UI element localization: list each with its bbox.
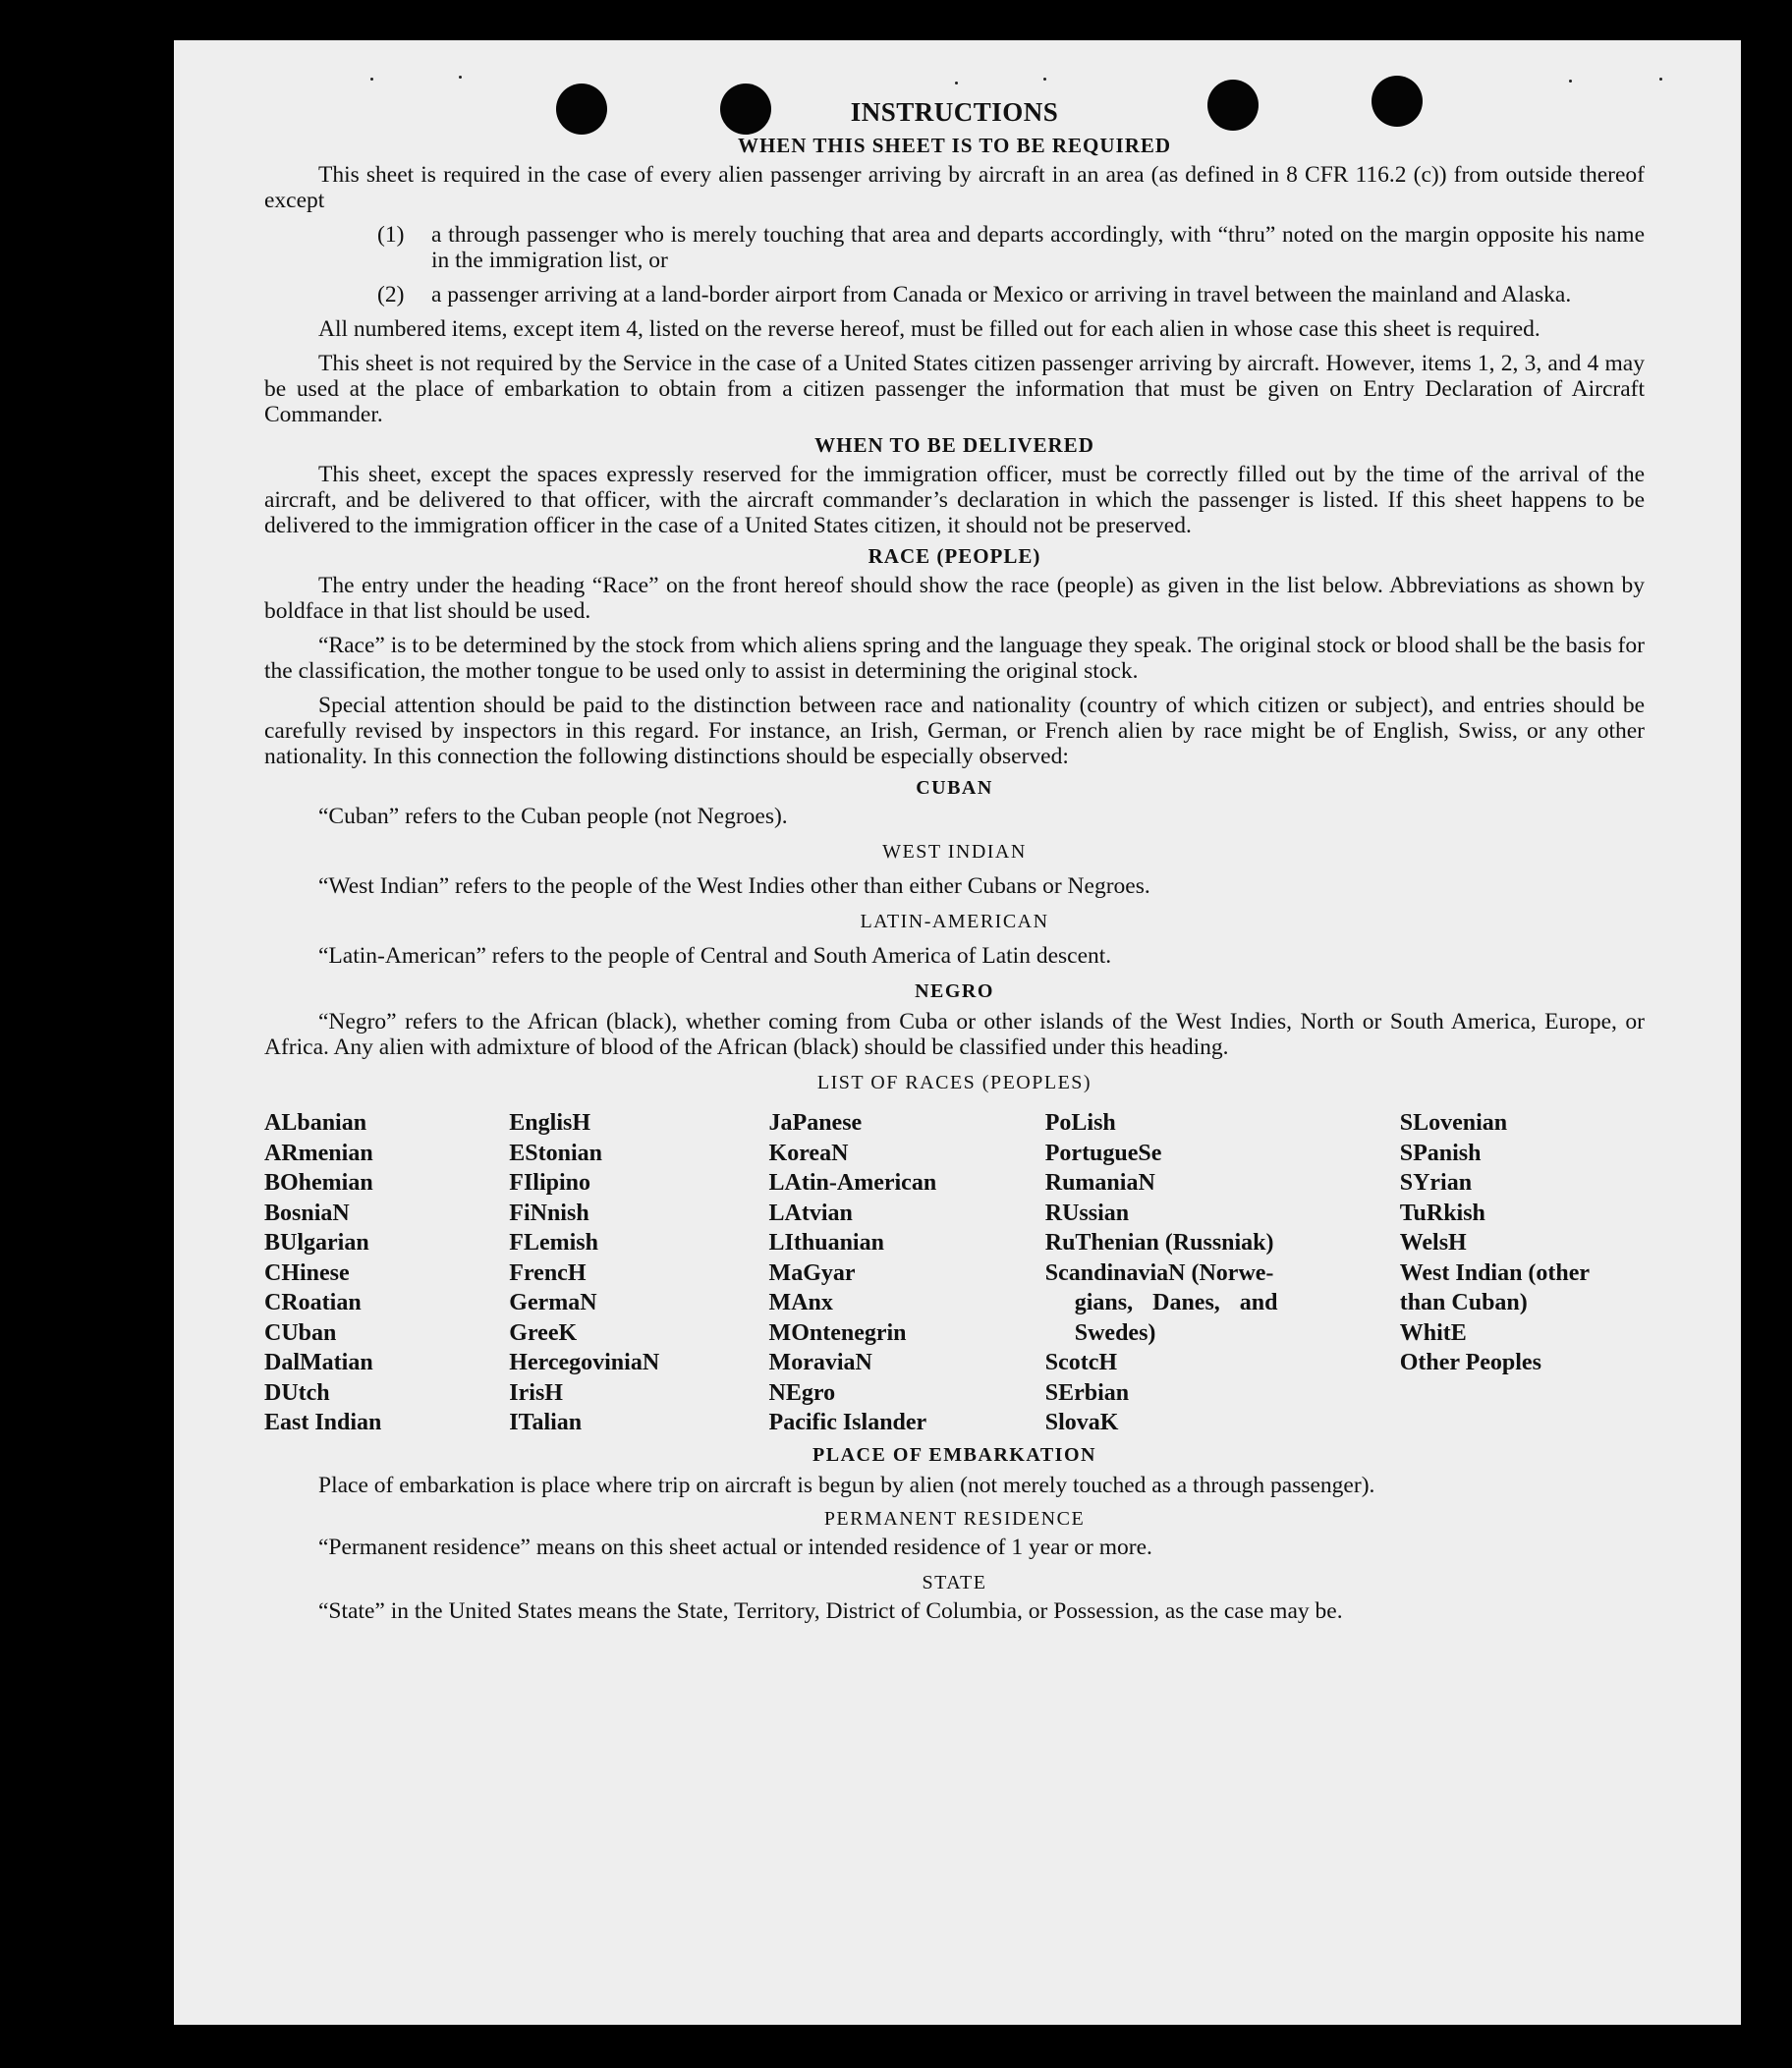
race-entry: FiNnish bbox=[509, 1200, 589, 1226]
subsection-heading: LIST OF RACES (PEOPLES) bbox=[816, 1072, 1092, 1093]
race-entry: SYrian bbox=[1399, 1170, 1473, 1196]
page-title: INSTRUCTIONS bbox=[850, 97, 1059, 127]
item-number: (1) bbox=[377, 222, 405, 248]
paragraph: “Race” is to be determined by the stock from which aliens spring and the language they speak. The original stock or blood shall be the basis for the classification, the mother tongue to be used only to assist in determining the original stock. bbox=[264, 633, 1645, 684]
race-entry: TuRkish bbox=[1399, 1200, 1485, 1226]
race-entry: MoraviaN bbox=[768, 1350, 872, 1375]
paragraph: “West Indian” refers to the people of the West Indies other than either Cubans or Negroes. bbox=[318, 873, 1150, 899]
speck bbox=[459, 76, 462, 79]
race-column bbox=[1400, 1108, 1645, 1438]
instructions-content bbox=[264, 97, 1645, 1624]
race-column bbox=[1045, 1108, 1400, 1438]
race-entry: CRoatian bbox=[264, 1290, 362, 1315]
race-entry: ScandinaviaN (Norwe- bbox=[1044, 1259, 1274, 1286]
race-entry: JaPanese bbox=[768, 1110, 863, 1136]
race-entry: NEgro bbox=[768, 1379, 836, 1406]
paragraph: “Latin-American” refers to the people of Central and South America of Latin descent. bbox=[318, 943, 1112, 969]
subsection-heading: WEST INDIAN bbox=[882, 841, 1027, 863]
race-entry: PoLish bbox=[1044, 1110, 1116, 1136]
paragraph: Special attention should be paid to the distinction between race and nationality (country of which citizen or subject), and entries should be carefully revised by inspectors in this regard. For instance, an Irish, German, or French alien by race might be of English, Swiss, or any other nationality. In this connection the following distinctions should be especially observed: bbox=[264, 693, 1645, 769]
race-entry: West Indian (other bbox=[1399, 1259, 1591, 1286]
race-entry: WelsH bbox=[1399, 1230, 1467, 1256]
paragraph: This sheet, except the spaces expressly reserved for the immigration officer, must be correctly filled out by the time of the arrival of the aircraft, and be delivered to that officer, with the aircraft commander’s declaration in which the passenger is listed. If this sheet happens to be delivered to the immigration officer in the case of a United States citizen, it should not be preserved. bbox=[264, 462, 1645, 538]
race-entry: KoreaN bbox=[768, 1140, 849, 1166]
race-entry: BosniaN bbox=[264, 1200, 350, 1226]
item-text: a through passenger who is merely touching that area and departs accordingly, with “thru” noted on the margin opposite his name in the immigration list, or bbox=[431, 222, 1645, 273]
race-entry: MOntenegrin bbox=[768, 1319, 907, 1346]
race-entry-continued: Swedes) bbox=[1074, 1319, 1156, 1346]
race-entry: LIthuanian bbox=[768, 1230, 884, 1256]
subsection-heading: NEGRO bbox=[915, 980, 994, 1002]
race-entry-continued: than Cuban) bbox=[1399, 1290, 1528, 1315]
race-column bbox=[509, 1108, 768, 1438]
list-item bbox=[264, 222, 1645, 273]
race-entry: BUlgarian bbox=[264, 1230, 369, 1256]
subsection-heading: PLACE OF EMBARKATION bbox=[812, 1443, 1096, 1466]
paragraph: “Negro” refers to the African (black), whether coming from Cuba or other islands of the West Indies, North or South America, Europe, or Africa. Any alien with admixture of blood of the African (black) should be classified under this heading. bbox=[264, 1009, 1645, 1060]
paragraph: Place of embarkation is place where trip on aircraft is begun by alien (not merely touched as a through passenger). bbox=[318, 1472, 1375, 1498]
speck bbox=[1569, 80, 1572, 83]
speck bbox=[955, 82, 958, 84]
subsection-heading: PERMANENT RESIDENCE bbox=[823, 1507, 1086, 1530]
subsection-heading: CUBAN bbox=[916, 777, 993, 799]
race-entry: HercegoviniaN bbox=[509, 1350, 660, 1375]
race-entry: SLovenian bbox=[1399, 1110, 1508, 1136]
race-entry: FIlipino bbox=[509, 1170, 590, 1196]
race-entry: CUban bbox=[264, 1319, 337, 1346]
race-entry: ScotcH bbox=[1044, 1350, 1118, 1375]
speck bbox=[1659, 78, 1662, 81]
paragraph: “State” in the United States means the State, Territory, District of Columbia, or Possession, as the case may be. bbox=[318, 1597, 1343, 1624]
race-entry: ALbanian bbox=[264, 1110, 367, 1136]
race-entry: ARmenian bbox=[264, 1140, 373, 1166]
race-entry: EnglisH bbox=[509, 1110, 590, 1136]
race-entry: MAnx bbox=[768, 1290, 833, 1315]
paragraph: “Permanent residence” means on this sheet actual or intended residence of 1 year or more. bbox=[318, 1534, 1152, 1560]
race-entry: CHinese bbox=[264, 1259, 350, 1286]
document-page bbox=[174, 40, 1741, 2025]
race-entry: IrisH bbox=[509, 1379, 563, 1406]
subsection-heading: STATE bbox=[922, 1571, 987, 1593]
race-entry: RuThenian (Russniak) bbox=[1044, 1230, 1274, 1256]
race-entry: LAtin-American bbox=[768, 1170, 937, 1196]
speck bbox=[1043, 78, 1046, 81]
race-entry: SPanish bbox=[1399, 1140, 1482, 1166]
race-entry: MaGyar bbox=[768, 1259, 856, 1286]
race-entry: Other Peoples bbox=[1399, 1350, 1541, 1375]
race-column bbox=[264, 1108, 509, 1438]
race-column bbox=[769, 1108, 1045, 1438]
section-heading: RACE (PEOPLE) bbox=[868, 544, 1041, 568]
list-item bbox=[264, 282, 1645, 307]
race-entry: SErbian bbox=[1044, 1379, 1130, 1406]
race-entry: GreeK bbox=[509, 1319, 578, 1346]
race-list bbox=[264, 1108, 1645, 1438]
race-entry: SlovaK bbox=[1044, 1410, 1119, 1435]
race-entry: ITalian bbox=[509, 1410, 583, 1435]
paragraph: All numbered items, except item 4, listed on the reverse hereof, must be filled out for each alien in whose case this sheet is required. bbox=[318, 316, 1540, 342]
subsection-heading: LATIN-AMERICAN bbox=[860, 911, 1049, 932]
race-entry: BOhemian bbox=[264, 1170, 373, 1196]
race-entry: EStonian bbox=[509, 1140, 603, 1166]
race-entry: Pacific Islander bbox=[768, 1410, 927, 1435]
item-number: (2) bbox=[377, 282, 405, 307]
race-entry-continued: gians, Danes, and bbox=[1074, 1290, 1278, 1315]
race-entry: DalMatian bbox=[264, 1350, 373, 1375]
speck bbox=[370, 78, 373, 81]
race-entry: WhitE bbox=[1399, 1319, 1467, 1346]
paragraph: This sheet is required in the case of every alien passenger arriving by aircraft in an area (as defined in 8 CFR 116.2 (c)) from outside thereof except bbox=[264, 162, 1645, 213]
race-entry: East Indian bbox=[264, 1410, 382, 1435]
race-entry: FLemish bbox=[509, 1230, 598, 1256]
paragraph: This sheet is not required by the Service in the case of a United States citizen passenger arriving by aircraft. However, items 1, 2, 3, and 4 may be used at the place of embarkation to obtain from a citizen passenger the information that must be given on Entry Declaration of Aircraft Commander. bbox=[264, 351, 1645, 427]
race-entry: RUssian bbox=[1044, 1200, 1130, 1226]
race-entry: GermaN bbox=[509, 1290, 597, 1315]
race-entry: DUtch bbox=[264, 1379, 330, 1406]
paragraph: “Cuban” refers to the Cuban people (not Negroes). bbox=[318, 804, 788, 829]
race-entry: FrencH bbox=[509, 1259, 587, 1286]
paragraph: The entry under the heading “Race” on the front hereof should show the race (people) as given in the list below. Abbreviations as shown by boldface in that list should be used. bbox=[264, 573, 1645, 624]
race-entry: LAtvian bbox=[768, 1200, 853, 1226]
race-entry: PortugueSe bbox=[1044, 1140, 1162, 1166]
race-entry: RumaniaN bbox=[1044, 1170, 1155, 1196]
item-text: a passenger arriving at a land-border airport from Canada or Mexico or arriving in travel between the mainland and Alaska. bbox=[431, 282, 1572, 307]
section-heading: WHEN TO BE DELIVERED bbox=[814, 433, 1094, 457]
section-heading: WHEN THIS SHEET IS TO BE REQUIRED bbox=[737, 134, 1172, 157]
